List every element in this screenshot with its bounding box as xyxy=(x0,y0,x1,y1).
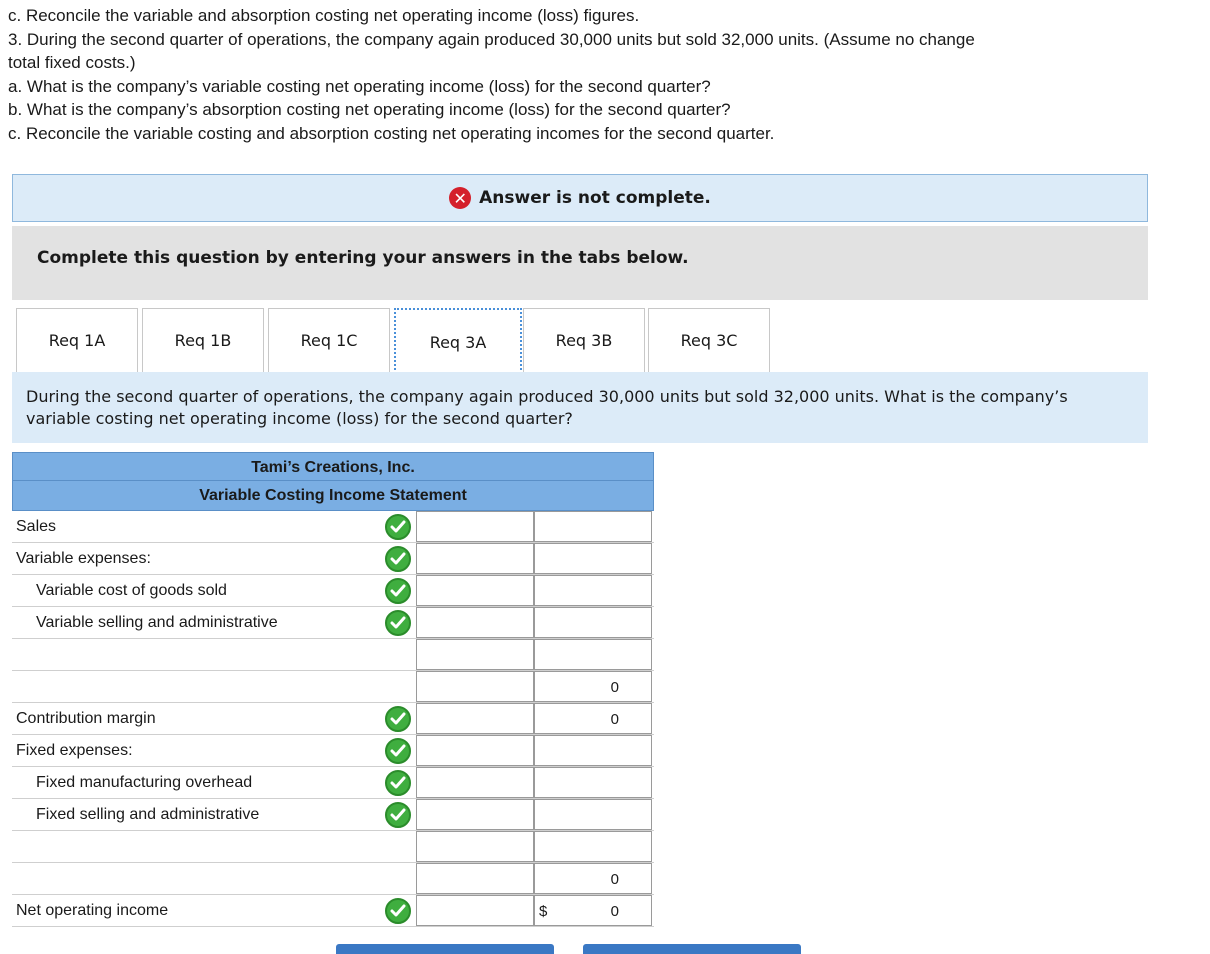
row-label: Variable cost of goods sold xyxy=(36,582,227,599)
tab-label: Req 3A xyxy=(429,332,487,352)
check-icon xyxy=(385,514,411,540)
intro-line: a. What is the company’s variable costing net operating income (loss) for the second quarter? xyxy=(8,76,711,96)
next-tab-button[interactable] xyxy=(583,944,801,954)
statement-row xyxy=(12,735,654,767)
company-name: Tami’s Creations, Inc. xyxy=(12,452,654,481)
amount-input[interactable] xyxy=(416,703,534,734)
tab-label: Req 1C xyxy=(300,331,358,350)
statement-row xyxy=(12,703,654,735)
statement-row xyxy=(12,543,654,575)
row-divider xyxy=(12,926,654,927)
statement-title: Variable Costing Income Statement xyxy=(12,481,654,511)
statement-rows xyxy=(12,511,654,927)
check-icon xyxy=(385,770,411,796)
total-input[interactable] xyxy=(534,831,652,862)
check-icon xyxy=(385,898,411,924)
row-label: Net operating income xyxy=(16,902,169,919)
prev-tab-button[interactable] xyxy=(336,944,554,954)
check-icon xyxy=(385,578,411,604)
amount-input[interactable] xyxy=(416,895,534,926)
check-icon xyxy=(385,706,411,732)
statement-row xyxy=(12,575,654,607)
intro-line: 3. During the second quarter of operations, the company again produced 30,000 units but sold 32,000 units. (Assume no change xyxy=(8,29,975,49)
statement-row xyxy=(12,831,654,863)
x-circle-icon: ✕ xyxy=(449,187,471,209)
row-label: Fixed selling and administrative xyxy=(36,806,260,823)
amount-input[interactable] xyxy=(416,607,534,638)
instructions-panel xyxy=(12,226,1148,300)
row-label: Sales xyxy=(16,518,57,535)
amount-input[interactable] xyxy=(416,831,534,862)
total-input[interactable] xyxy=(534,863,652,894)
tab-req-3c[interactable] xyxy=(648,308,770,372)
statement-row xyxy=(12,863,654,895)
row-label: Fixed expenses: xyxy=(16,742,133,759)
amount-input[interactable] xyxy=(416,575,534,606)
problem-text xyxy=(8,4,1208,145)
intro-line: c. Reconcile the variable costing and absorption costing net operating incomes for the second quarter. xyxy=(8,123,775,143)
amount-input[interactable] xyxy=(416,863,534,894)
tab-req-3a[interactable] xyxy=(394,308,522,374)
amount-input[interactable] xyxy=(416,799,534,830)
tab-req-3b[interactable] xyxy=(523,308,645,372)
check-icon xyxy=(385,610,411,636)
total-input[interactable] xyxy=(534,767,652,798)
total-input[interactable] xyxy=(534,607,652,638)
currency-symbol: $ xyxy=(539,903,548,920)
instructions-text: Complete this question by entering your answers in the tabs below. xyxy=(37,248,689,268)
answer-status-text: Answer is not complete. xyxy=(479,188,711,208)
row-label: Contribution margin xyxy=(16,710,156,727)
total-input[interactable] xyxy=(534,895,652,926)
check-icon xyxy=(385,738,411,764)
total-input[interactable] xyxy=(534,735,652,766)
row-label: Variable selling and administrative xyxy=(36,614,278,631)
total-value: 0 xyxy=(610,679,619,696)
total-input[interactable] xyxy=(534,511,652,542)
amount-input[interactable] xyxy=(416,735,534,766)
total-value: 0 xyxy=(610,711,619,728)
intro-line: c. Reconcile the variable and absorption costing net operating income (loss) figures. xyxy=(8,6,640,25)
statement-row xyxy=(12,671,654,703)
total-value: 0 xyxy=(610,871,619,888)
total-input[interactable] xyxy=(534,799,652,830)
question-text: During the second quarter of operations, the company again produced 30,000 units but sold 32,000 units. What is the company’s variable costing net operating income (loss) for the second quarter? xyxy=(26,387,1068,428)
check-icon xyxy=(385,802,411,828)
amount-input[interactable] xyxy=(416,543,534,574)
statement-row xyxy=(12,799,654,831)
total-value: 0 xyxy=(610,903,619,920)
question-panel xyxy=(12,372,1148,443)
statement-row xyxy=(12,639,654,671)
statement-row xyxy=(12,511,654,543)
income-statement xyxy=(12,452,654,927)
answer-status-banner xyxy=(12,174,1148,222)
tab-label: Req 3C xyxy=(680,331,738,350)
intro-line: total fixed costs.) xyxy=(8,53,136,72)
total-input[interactable] xyxy=(534,575,652,606)
tab-label: Req 1A xyxy=(48,331,106,350)
statement-row xyxy=(12,607,654,639)
check-icon xyxy=(385,546,411,572)
amount-input[interactable] xyxy=(416,639,534,670)
tab-req-1a[interactable] xyxy=(16,308,138,372)
row-label: Fixed manufacturing overhead xyxy=(36,774,253,791)
row-label: Variable expenses: xyxy=(16,550,151,567)
amount-input[interactable] xyxy=(416,671,534,702)
tab-req-1b[interactable] xyxy=(142,308,264,372)
tab-label: Req 3B xyxy=(555,331,613,350)
tab-req-1c[interactable] xyxy=(268,308,390,372)
tab-label: Req 1B xyxy=(174,331,232,350)
statement-row xyxy=(12,767,654,799)
total-input[interactable] xyxy=(534,671,652,702)
amount-input[interactable] xyxy=(416,511,534,542)
total-input[interactable] xyxy=(534,703,652,734)
amount-input[interactable] xyxy=(416,767,534,798)
total-input[interactable] xyxy=(534,543,652,574)
statement-row xyxy=(12,895,654,927)
total-input[interactable] xyxy=(534,639,652,670)
intro-line: b. What is the company’s absorption costing net operating income (loss) for the second quarter? xyxy=(8,100,731,119)
